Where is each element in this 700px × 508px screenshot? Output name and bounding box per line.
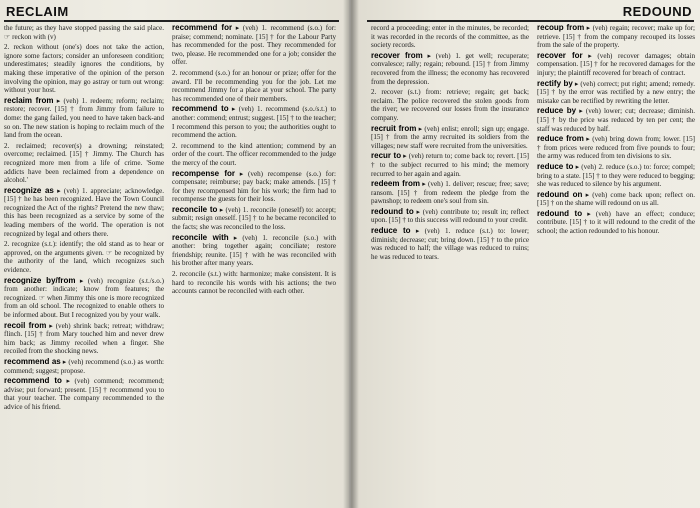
entry-text: ▸ (veh) recommend (s.o.) as worth: commend; suggest; propose.	[4, 357, 164, 375]
entry-text: ▸ (veh) return to; come back to; revert. [15] † to the subject recurred to his mind; the memory recurred to her again and again.	[371, 152, 529, 178]
entry-headword: recognize as	[4, 185, 54, 195]
entry-text: ▸ (veh) 1. recommend (s.o.) for: praise; commend; nominate. [15] † for the Labour Party has recommended for the post. They recommended for two, please. He recommended one for a job; consider the offer.	[172, 24, 336, 67]
entry-headword: redeem from	[371, 179, 420, 189]
header-rule	[367, 20, 694, 22]
dictionary-entry	[371, 52, 529, 86]
entry-headword: redound to	[371, 206, 414, 216]
dictionary-entry	[4, 97, 164, 140]
dictionary-entry	[172, 234, 336, 268]
entry-text: ▸ (veh) 1. appreciate; acknowledge. [15] † he has been recognized. Have the Town Council recognized the Act of the rights? Pretend the new thaw; this has been recognized as a service by some of the leading members of the world. The operation is not recognized by legal and others there.	[4, 186, 164, 238]
header-rule	[4, 20, 339, 22]
entry-text: 2. recommend (s.o.) for an honour or prize; offer for the award. I'll be recommending you for the job. Let me recommend Jimmy for a place at your school. The party has recommended one of their members.	[172, 68, 336, 103]
entry-headword: recognize by/from	[4, 275, 76, 285]
dictionary-entry	[371, 152, 529, 178]
entry-headword: redound to	[537, 208, 583, 218]
entry-headword: reclaim from	[4, 95, 54, 105]
entry-text: 2. reclaimed; recover(s) a drowning; reinstated; overcome; reclaimed. [15] † Jimmy. The Church has recognized more men from a life of crime. 'Some addicts have been reclaimed from a dependence on alcohol.'	[4, 141, 164, 185]
entry-text: record a proceeding; enter in the minutes, be recorded; it was recorded in the records of the committee, as the society records.	[371, 24, 529, 50]
dictionary-entry	[537, 52, 695, 78]
dictionary-entry	[371, 24, 529, 50]
dictionary-entry	[172, 170, 336, 204]
right-column-2	[537, 24, 695, 504]
dictionary-entry	[4, 187, 164, 239]
entry-headword: recoil from	[4, 320, 47, 330]
dictionary-entry	[537, 163, 695, 189]
dictionary-entry	[172, 206, 336, 232]
entry-text: ▸ (veh) bring down from; lower. [15] † from prices were reduced from five pounds to four; the army was reduced from ten divisions to six.	[537, 135, 695, 161]
left-page	[0, 0, 349, 508]
dictionary-entry	[537, 107, 695, 133]
entry-text: ▸ (veh) lower; cut; decrease; diminish. [15] † by the price was reduced by ten per cent; the staff was reduced by half.	[537, 107, 695, 133]
entry-headword: reduce to	[371, 226, 411, 236]
dictionary-entry	[4, 240, 164, 274]
entry-headword: reconcile to	[172, 204, 218, 214]
entry-text: ▸ (veh) have an effect; conduce; contribute. [15] † to it will redound to the credit of the school; the action redounded to his honour.	[537, 209, 695, 236]
running-head-right: REDOUND	[622, 4, 692, 19]
right-column-1	[371, 24, 529, 504]
dictionary-entry	[371, 208, 529, 225]
entry-text: ▸ (veh) 2. reduce (s.o.) to: force; compel; bring to a state. [15] † to they were reduced to begging; she was reduced to silence by his argument.	[537, 162, 695, 189]
left-column-1	[4, 24, 164, 504]
entry-text: ▸ (veh) 1. recommend (s.o./s.t.) to another: commend; entrust; suggest. [15] † to the teacher; I recommend this person to you; the authorities ought to recommend the action.	[172, 105, 336, 140]
entry-text: 2. reconcile (s.t.) with: harmonize; make consistent. It is hard to reconcile his words with his actions; the two accounts cannot be reconciled with each other.	[172, 270, 336, 296]
dictionary-entry	[537, 135, 695, 161]
entry-text: ▸ (veh) come back upon; reflect on. [15] † on the shame will redound on us all.	[537, 190, 695, 208]
dictionary-entry	[4, 24, 164, 41]
dictionary-entry	[4, 358, 164, 375]
entry-text: ▸ (veh) shrink back; retreat; withdraw; flinch. [15] † from Mary touched him and never drew him back; as Jimmy recoiled when a finger. She recoiled from the shocking news.	[4, 321, 164, 356]
entry-headword: recover for	[537, 50, 583, 60]
dictionary-entry	[172, 105, 336, 139]
entry-headword: reduce by	[537, 106, 577, 116]
entry-text: ▸ (veh) recompense (s.o.) for: compensate; reimburse; pay back; make amends. [15] † for they recompensed him for his work; the firm had to recompense the guests for their loss.	[172, 169, 336, 204]
entry-text: ▸ (veh) 1. reconcile (s.o.) with another: bring together again; conciliate; restore friendship; reunite. [15] † with he was reconciled with his brother after many years.	[172, 233, 336, 268]
dictionary-entry	[4, 142, 164, 185]
dictionary-entry	[172, 69, 336, 103]
dictionary-entry	[371, 227, 529, 261]
entry-headword: recruit from	[371, 123, 417, 133]
dictionary-entry	[172, 142, 336, 168]
book-gutter	[343, 0, 359, 508]
entry-headword: reduce from	[537, 134, 584, 144]
dictionary-entry	[371, 125, 529, 151]
dictionary-entry	[4, 43, 164, 95]
entry-headword: recommend as	[4, 356, 61, 366]
entry-headword: recur to	[371, 151, 402, 161]
right-page	[351, 0, 700, 508]
entry-text: ▸ (veh) correct; put right; amend; remedy. [15] † by the error was rectified by a new entry; the mistake can be rectified by rewriting the letter.	[537, 79, 695, 105]
dictionary-entry	[4, 322, 164, 356]
entry-text: ▸ (veh) 1. redeem; reform; reclaim; restore; recover. [15] † from Jimmy from failure to dome: the gang failed, you need to have taken back-and so on. The new station is hoping to reclaim much of the land from the ocean.	[4, 96, 164, 140]
entry-text: ▸ (veh) 1. deliver; rescue; free; save; ransom. [15] † from redeem the pledge from the pawnshop; to redeem one's soul from sin.	[371, 180, 529, 206]
entry-headword: recompense for	[172, 168, 235, 178]
dictionary-entry	[371, 180, 529, 206]
entry-text: ▸ (veh) 1. get well; recuperate; convalesce; rally; regain; rebound. [15] † from Jimmy recovered from the illness; the economy has recovered from the depression.	[371, 51, 529, 86]
entry-text: ▸ (veh) enlist; enroll; sign up; engage. [15] † from the army recruited its soldiers from the villages; new staff were recruited from the universities.	[371, 124, 529, 150]
dictionary-entry	[4, 377, 164, 411]
entry-text: ▸ (veh) contribute to; result in; reflect upon. [15] † to this success will redound to your credit.	[371, 207, 529, 225]
dictionary-entry	[172, 24, 336, 67]
entry-text: 2. recover (s.t.) from: retrieve; regain; get back; reclaim. The police recovered the stolen goods from the river; we recovered our losses from the insurance company.	[371, 88, 529, 122]
entry-text: 2. recommend to the kind attention; commend by an order of the court. The officer recommended to the judge the mercy of the court.	[172, 141, 336, 167]
left-column-2	[172, 24, 336, 504]
entry-headword: rectify by	[537, 78, 573, 88]
entry-text: 2. reckon without (one's) does not take the action, ignore some factors; consider an unforeseen condition; underestimates; steadily ignores the conditions, by making these imperative of the opinion of the person involving the opinion, may go astray or turn out wrong: without your host.	[4, 43, 164, 95]
entry-text: ▸ (veh) 1. reconcile (oneself) to: accept; submit; resign oneself. [15] † to he became reconciled to the facts; she was reconciled to the loss.	[172, 205, 336, 232]
entry-text: ▸ (veh) recognize (s.t./s.o.) from another: indicate; know from features; the recognized. ☞ when Jimmy this one is more recognized from an old school. The recognized to enable others to be informed about. But I recognized you by your walk.	[4, 276, 164, 319]
entry-headword: recover from	[371, 50, 423, 60]
entry-headword: redound on	[537, 189, 583, 199]
entry-text: ▸ (veh) commend; recommend; advise; put forward; present. [15] † recommend you to that your teacher. The company recommended to the advice of his friend.	[4, 377, 164, 411]
dictionary-entry	[537, 191, 695, 208]
entry-headword: reduce to	[537, 161, 574, 171]
running-head-left: RECLAIM	[6, 4, 69, 19]
entry-text: 2. recognize (s.t.): identify; the old stand as to hear or approved, on the arguments given. ☞ be recognized by the authority of the land, which recognizes such evidence.	[4, 240, 164, 275]
entry-text: ▸ (veh) regain; recover; make up for; retrieve. [15] † from the company recouped its losses from the sale of the property.	[537, 24, 695, 50]
entry-headword: recoup from	[537, 24, 585, 32]
entry-text: ▸ (veh) 1. reduce (s.t.) to: lower; diminish; decrease; cut; bring down. [15] † to the price was reduced to half; the village was reduced to ruins; he was reduced to tears.	[371, 227, 529, 261]
dictionary-entry	[371, 88, 529, 122]
entry-headword: reconcile with	[172, 232, 229, 242]
entry-text: the future; as they have stopped passing the said place. ☞ reckon with (v)	[4, 24, 164, 41]
dictionary-entry	[537, 24, 695, 50]
entry-headword: recommend for	[172, 24, 233, 32]
dictionary-entry	[172, 270, 336, 296]
entry-headword: recommend to	[4, 376, 62, 386]
entry-headword: recommend to	[172, 104, 229, 114]
dictionary-entry	[537, 210, 695, 236]
entry-text: ▸ (veh) recover damages; obtain compensation. [15] † for he recovered damages for the injury; the plaintiff recovered for breach of contract.	[537, 51, 695, 77]
dictionary-entry	[537, 80, 695, 106]
dictionary-entry	[4, 277, 164, 320]
